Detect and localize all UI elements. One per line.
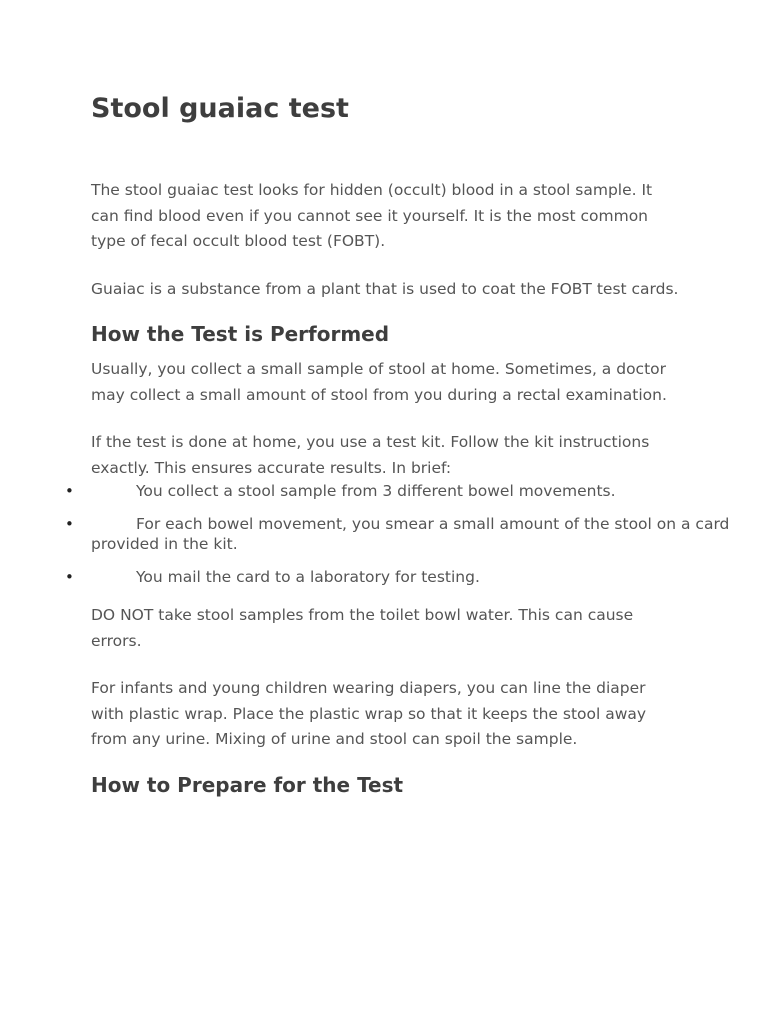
list-item [0,481,740,501]
list-item [0,567,740,587]
list-item [0,514,740,554]
performed-paragraph-4: For infants and young children wearing diapers, you can line the diaper with plastic wrap. Place the plastic wrap so that it keeps the stool away from any urine. Mixing of urine and stool can spoil the sample. [91,679,647,748]
document-body [65,90,730,799]
intro-paragraph-2: Guaiac is a substance from a plant that is used to coat the FOBT test cards. [91,279,679,298]
bullet-icon: • [65,482,74,500]
steps-list [0,481,740,587]
intro-paragraph-1: The stool guaiac test looks for hidden (occult) blood in a stool sample. It can find blood even if you cannot see it yourself. It is the most common type of fecal occult blood test (FOBT). [91,181,653,250]
page-title: Stool guaiac test [91,93,349,124]
list-item-text: You collect a stool sample from 3 different bowel movements. [136,482,616,500]
performed-paragraph-3: DO NOT take stool samples from the toilet bowl water. This can cause errors. [91,606,634,650]
section-heading-prepare: How to Prepare for the Test [91,772,404,797]
list-item-text: For each bowel movement, you smear a small amount of the stool on a card provided in the kit. [91,515,730,553]
list-item-text: You mail the card to a laboratory for testing. [136,568,480,586]
bullet-icon: • [65,568,74,586]
bullet-icon: • [65,515,74,533]
section-heading-performed: How the Test is Performed [91,322,390,346]
performed-paragraph-2: If the test is done at home, you use a test kit. Follow the kit instructions exactly. This ensures accurate results. In brief: [91,433,650,477]
performed-paragraph-1: Usually, you collect a small sample of stool at home. Sometimes, a doctor may collect a small amount of stool from you during a rectal examination. [91,360,667,404]
